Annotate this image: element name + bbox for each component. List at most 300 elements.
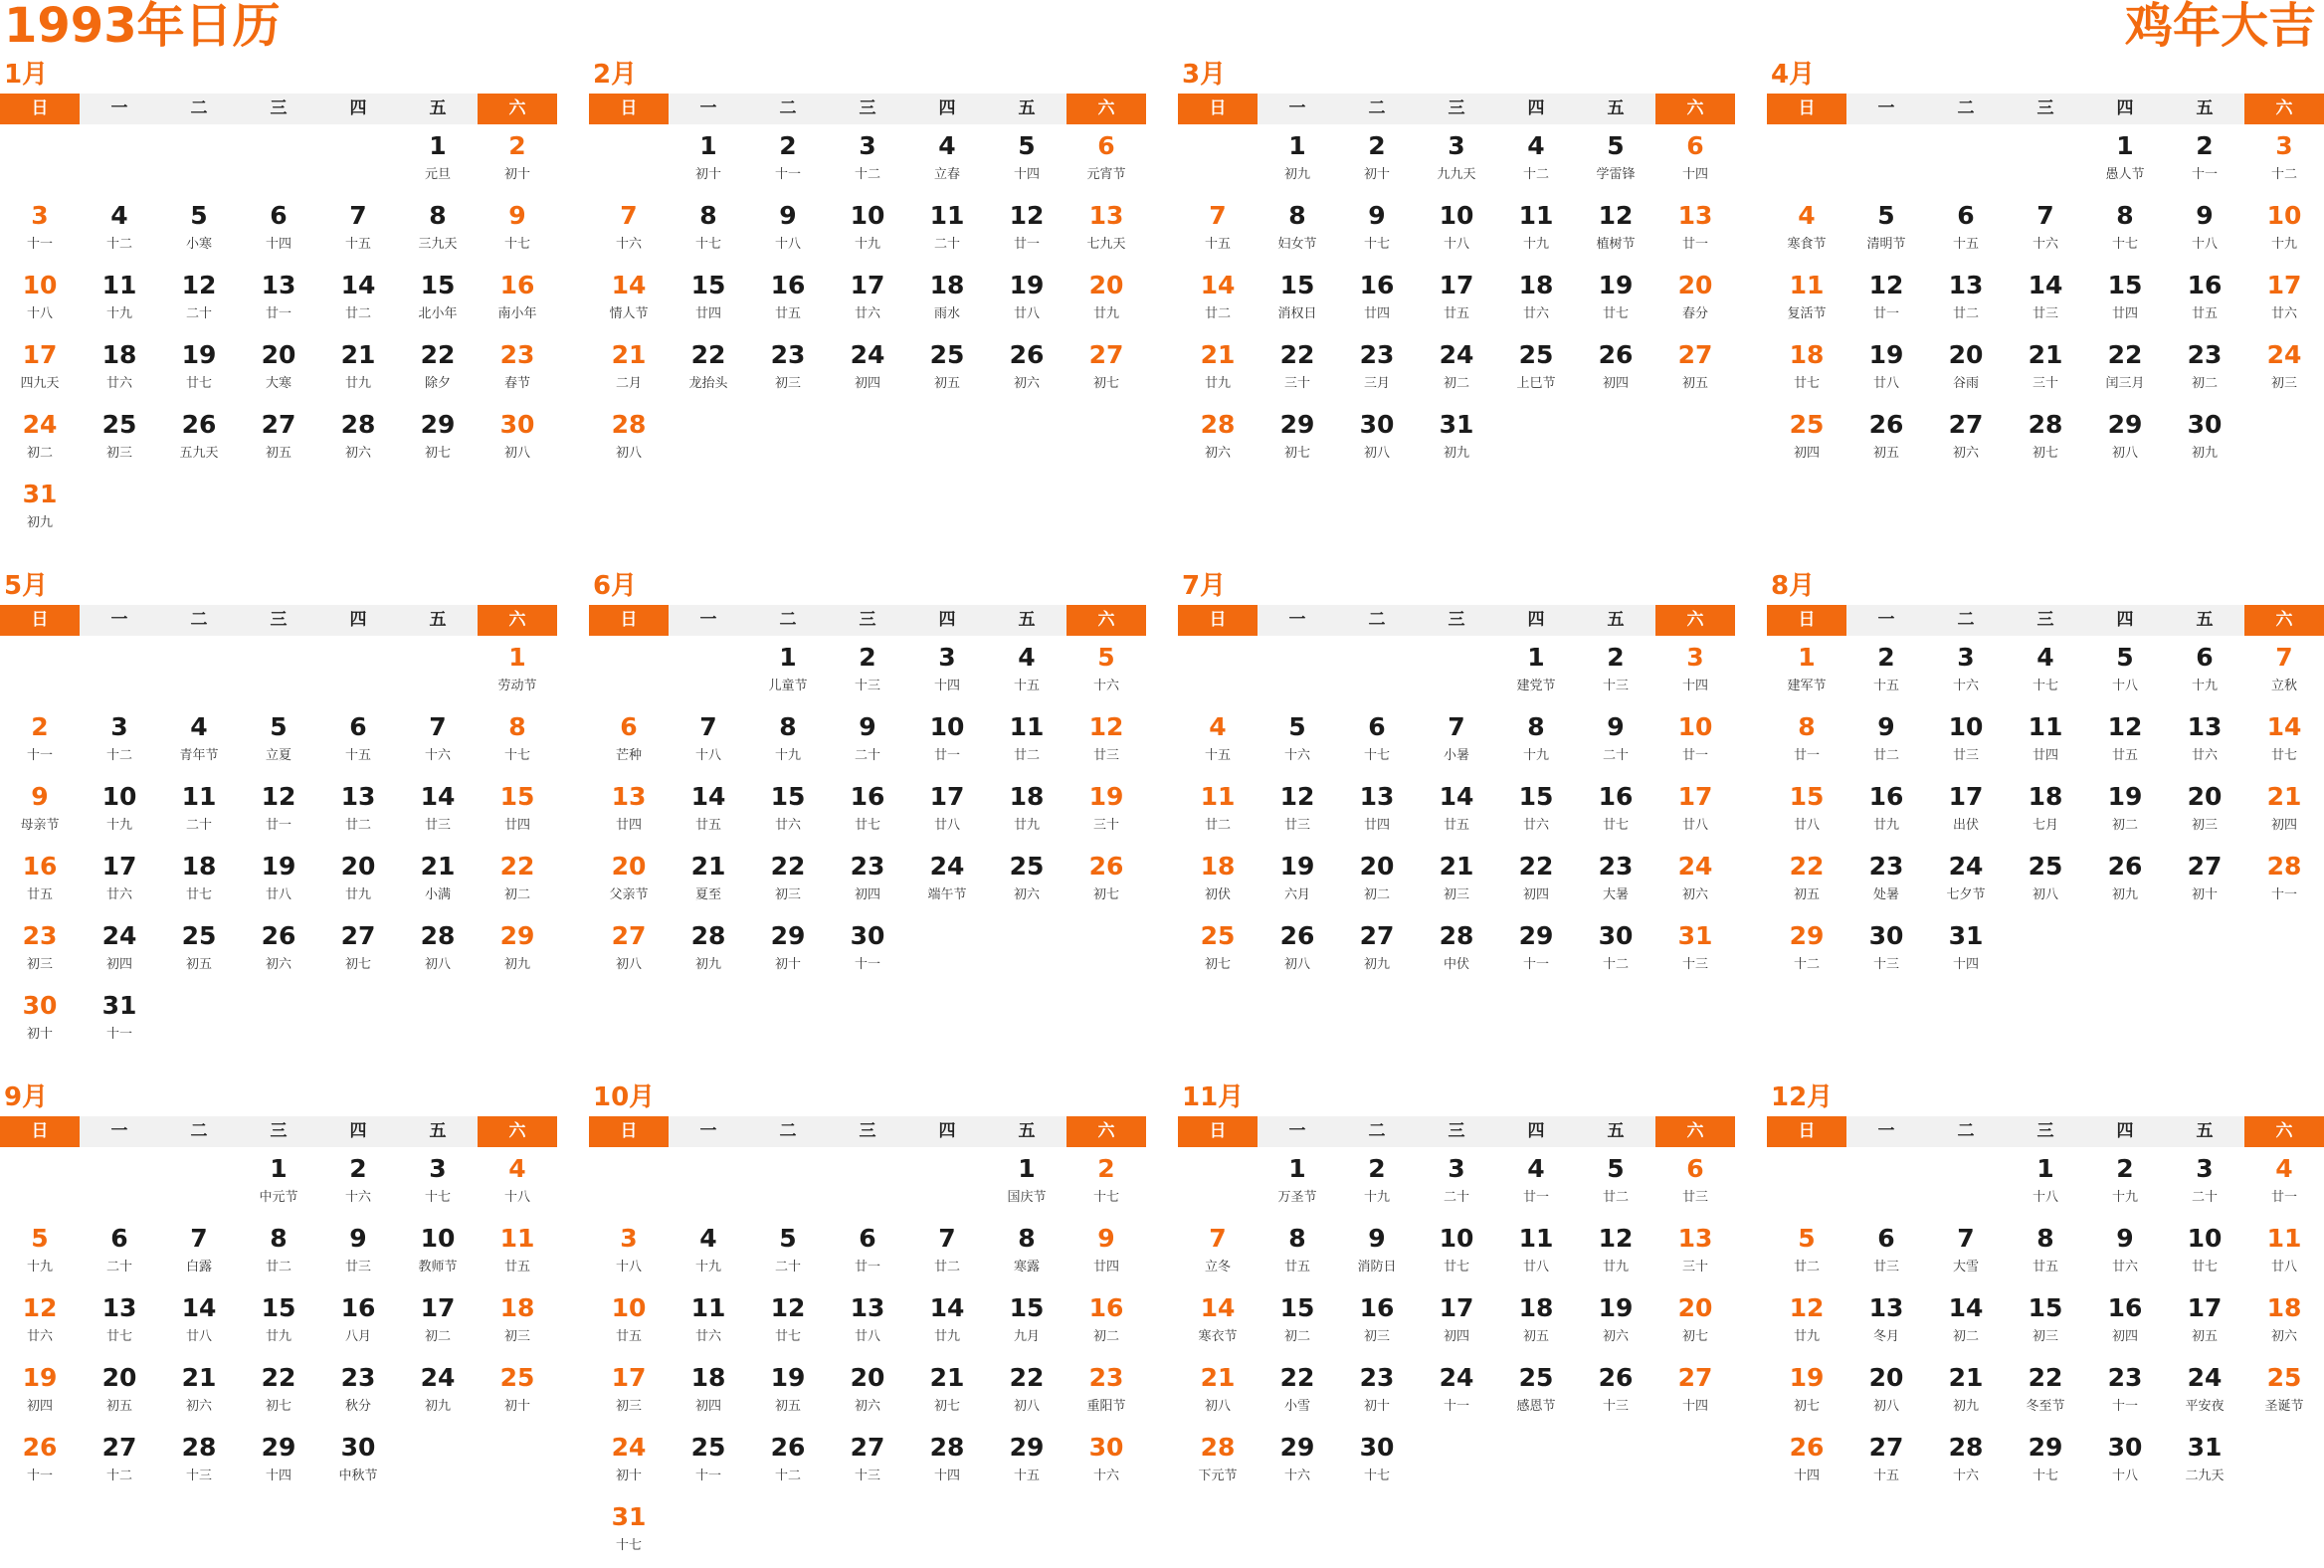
day-cell[interactable] [828,127,907,197]
day-cell[interactable] [0,708,80,778]
day-cell[interactable] [589,848,669,917]
day-cell[interactable] [1655,336,1735,406]
day-cell[interactable] [159,336,239,406]
day-cell[interactable] [2085,1150,2165,1220]
day-cell[interactable] [1066,778,1146,848]
day-cell[interactable] [2165,1150,2244,1220]
day-cell[interactable] [2006,708,2085,778]
day-cell[interactable] [1066,1429,1146,1498]
day-cell[interactable] [669,708,748,778]
day-cell[interactable] [398,1359,478,1429]
day-cell[interactable] [2244,1359,2324,1429]
day-cell[interactable] [1767,406,1846,476]
day-cell[interactable] [1417,1359,1496,1429]
day-cell[interactable] [589,1359,669,1429]
day-cell[interactable] [0,336,80,406]
day-cell[interactable] [1926,1289,2006,1359]
day-cell[interactable] [907,1220,987,1289]
day-cell[interactable] [907,1359,987,1429]
day-cell[interactable] [2244,127,2324,197]
day-cell[interactable] [478,197,557,267]
day-cell[interactable] [318,1429,398,1498]
day-cell[interactable] [1258,1150,1337,1220]
day-cell[interactable] [748,197,828,267]
day-cell[interactable] [589,778,669,848]
day-cell[interactable] [1846,1429,1926,1498]
day-cell[interactable] [748,778,828,848]
day-cell[interactable] [2165,1289,2244,1359]
day-cell[interactable] [1767,1220,1846,1289]
day-cell[interactable] [2085,197,2165,267]
day-cell[interactable] [907,336,987,406]
day-cell[interactable] [828,708,907,778]
day-cell[interactable] [1655,267,1735,336]
day-cell[interactable] [1066,197,1146,267]
day-cell[interactable] [2244,197,2324,267]
day-cell[interactable] [1417,197,1496,267]
day-cell[interactable] [589,336,669,406]
day-cell[interactable] [80,1359,159,1429]
day-cell[interactable] [907,1289,987,1359]
day-cell[interactable] [1767,336,1846,406]
day-cell[interactable] [907,778,987,848]
day-cell[interactable] [1576,1150,1655,1220]
day-cell[interactable] [1655,1150,1735,1220]
day-cell[interactable] [589,197,669,267]
day-cell[interactable] [239,1429,318,1498]
day-cell[interactable] [478,336,557,406]
day-cell[interactable] [2165,778,2244,848]
day-cell[interactable] [669,1429,748,1498]
day-cell[interactable] [987,267,1066,336]
day-cell[interactable] [2244,1220,2324,1289]
day-cell[interactable] [828,197,907,267]
day-cell[interactable] [1767,778,1846,848]
day-cell[interactable] [589,1220,669,1289]
day-cell[interactable] [1496,1359,1576,1429]
day-cell[interactable] [1496,917,1576,987]
day-cell[interactable] [1576,1289,1655,1359]
day-cell[interactable] [1337,1220,1417,1289]
day-cell[interactable] [2006,1150,2085,1220]
day-cell[interactable] [2006,336,2085,406]
day-cell[interactable] [398,1289,478,1359]
day-cell[interactable] [987,1429,1066,1498]
day-cell[interactable] [80,987,159,1057]
day-cell[interactable] [239,336,318,406]
day-cell[interactable] [318,336,398,406]
day-cell[interactable] [318,708,398,778]
day-cell[interactable] [239,1150,318,1220]
day-cell[interactable] [1655,1359,1735,1429]
day-cell[interactable] [2085,127,2165,197]
day-cell[interactable] [0,476,80,545]
day-cell[interactable] [2085,1220,2165,1289]
day-cell[interactable] [589,708,669,778]
day-cell[interactable] [478,708,557,778]
day-cell[interactable] [1178,1359,1258,1429]
day-cell[interactable] [239,197,318,267]
day-cell[interactable] [1767,197,1846,267]
day-cell[interactable] [669,1220,748,1289]
day-cell[interactable] [748,917,828,987]
day-cell[interactable] [0,1289,80,1359]
day-cell[interactable] [398,406,478,476]
day-cell[interactable] [987,1220,1066,1289]
day-cell[interactable] [1496,336,1576,406]
day-cell[interactable] [1066,1289,1146,1359]
day-cell[interactable] [1066,708,1146,778]
day-cell[interactable] [1926,1359,2006,1429]
day-cell[interactable] [1846,1220,1926,1289]
day-cell[interactable] [318,1220,398,1289]
day-cell[interactable] [239,848,318,917]
day-cell[interactable] [2006,1429,2085,1498]
day-cell[interactable] [987,708,1066,778]
day-cell[interactable] [318,197,398,267]
day-cell[interactable] [1767,708,1846,778]
day-cell[interactable] [2085,848,2165,917]
day-cell[interactable] [907,197,987,267]
day-cell[interactable] [1258,1359,1337,1429]
day-cell[interactable] [318,1150,398,1220]
day-cell[interactable] [478,1220,557,1289]
day-cell[interactable] [398,708,478,778]
day-cell[interactable] [1655,848,1735,917]
day-cell[interactable] [398,127,478,197]
day-cell[interactable] [239,267,318,336]
day-cell[interactable] [1178,1289,1258,1359]
day-cell[interactable] [2165,848,2244,917]
day-cell[interactable] [1417,778,1496,848]
day-cell[interactable] [589,406,669,476]
day-cell[interactable] [2006,1220,2085,1289]
day-cell[interactable] [907,1429,987,1498]
day-cell[interactable] [828,267,907,336]
day-cell[interactable] [159,778,239,848]
day-cell[interactable] [1178,267,1258,336]
day-cell[interactable] [1846,1289,1926,1359]
day-cell[interactable] [2244,1150,2324,1220]
day-cell[interactable] [1258,197,1337,267]
day-cell[interactable] [669,127,748,197]
day-cell[interactable] [828,848,907,917]
day-cell[interactable] [1066,336,1146,406]
day-cell[interactable] [828,639,907,708]
day-cell[interactable] [748,1429,828,1498]
day-cell[interactable] [1178,336,1258,406]
day-cell[interactable] [1337,1150,1417,1220]
day-cell[interactable] [1926,1429,2006,1498]
day-cell[interactable] [1655,917,1735,987]
day-cell[interactable] [748,848,828,917]
day-cell[interactable] [159,1289,239,1359]
day-cell[interactable] [1767,267,1846,336]
day-cell[interactable] [1846,267,1926,336]
day-cell[interactable] [398,1220,478,1289]
day-cell[interactable] [987,336,1066,406]
day-cell[interactable] [0,917,80,987]
day-cell[interactable] [1576,1220,1655,1289]
day-cell[interactable] [159,1429,239,1498]
day-cell[interactable] [987,1150,1066,1220]
day-cell[interactable] [2085,778,2165,848]
day-cell[interactable] [1496,1150,1576,1220]
day-cell[interactable] [1337,1359,1417,1429]
day-cell[interactable] [987,197,1066,267]
day-cell[interactable] [1258,336,1337,406]
day-cell[interactable] [1926,1220,2006,1289]
day-cell[interactable] [1926,917,2006,987]
day-cell[interactable] [239,778,318,848]
day-cell[interactable] [1178,848,1258,917]
day-cell[interactable] [669,1359,748,1429]
day-cell[interactable] [1767,639,1846,708]
day-cell[interactable] [669,917,748,987]
day-cell[interactable] [0,406,80,476]
day-cell[interactable] [907,848,987,917]
day-cell[interactable] [2165,1359,2244,1429]
day-cell[interactable] [1178,1429,1258,1498]
day-cell[interactable] [1576,267,1655,336]
day-cell[interactable] [318,1359,398,1429]
day-cell[interactable] [828,1220,907,1289]
day-cell[interactable] [1178,778,1258,848]
day-cell[interactable] [2244,336,2324,406]
day-cell[interactable] [2165,127,2244,197]
day-cell[interactable] [0,1359,80,1429]
day-cell[interactable] [1337,848,1417,917]
day-cell[interactable] [2244,778,2324,848]
day-cell[interactable] [1066,1220,1146,1289]
day-cell[interactable] [907,127,987,197]
day-cell[interactable] [589,917,669,987]
day-cell[interactable] [159,406,239,476]
day-cell[interactable] [1496,197,1576,267]
day-cell[interactable] [1258,848,1337,917]
day-cell[interactable] [1846,1359,1926,1429]
day-cell[interactable] [2165,1220,2244,1289]
day-cell[interactable] [748,1359,828,1429]
day-cell[interactable] [1337,778,1417,848]
day-cell[interactable] [318,406,398,476]
day-cell[interactable] [478,267,557,336]
day-cell[interactable] [748,639,828,708]
day-cell[interactable] [589,1498,669,1568]
day-cell[interactable] [1576,639,1655,708]
day-cell[interactable] [1846,406,1926,476]
day-cell[interactable] [1655,1220,1735,1289]
day-cell[interactable] [828,1289,907,1359]
day-cell[interactable] [1926,708,2006,778]
day-cell[interactable] [1417,1220,1496,1289]
day-cell[interactable] [2085,708,2165,778]
day-cell[interactable] [1417,917,1496,987]
day-cell[interactable] [398,336,478,406]
day-cell[interactable] [2085,1429,2165,1498]
day-cell[interactable] [2165,1429,2244,1498]
day-cell[interactable] [398,848,478,917]
day-cell[interactable] [1846,708,1926,778]
day-cell[interactable] [1926,848,2006,917]
day-cell[interactable] [1926,267,2006,336]
day-cell[interactable] [2006,267,2085,336]
day-cell[interactable] [239,708,318,778]
day-cell[interactable] [239,917,318,987]
day-cell[interactable] [2165,406,2244,476]
day-cell[interactable] [1767,848,1846,917]
day-cell[interactable] [239,1220,318,1289]
day-cell[interactable] [0,197,80,267]
day-cell[interactable] [159,1359,239,1429]
day-cell[interactable] [2085,267,2165,336]
day-cell[interactable] [2165,197,2244,267]
day-cell[interactable] [2244,708,2324,778]
day-cell[interactable] [907,708,987,778]
day-cell[interactable] [159,848,239,917]
day-cell[interactable] [1576,708,1655,778]
day-cell[interactable] [398,197,478,267]
day-cell[interactable] [398,267,478,336]
day-cell[interactable] [589,1289,669,1359]
day-cell[interactable] [1066,1359,1146,1429]
day-cell[interactable] [159,267,239,336]
day-cell[interactable] [1258,406,1337,476]
day-cell[interactable] [1337,708,1417,778]
day-cell[interactable] [1337,406,1417,476]
day-cell[interactable] [2006,1289,2085,1359]
day-cell[interactable] [748,1289,828,1359]
day-cell[interactable] [2006,406,2085,476]
day-cell[interactable] [159,708,239,778]
day-cell[interactable] [1417,708,1496,778]
day-cell[interactable] [0,848,80,917]
day-cell[interactable] [748,127,828,197]
day-cell[interactable] [1066,1150,1146,1220]
day-cell[interactable] [80,197,159,267]
day-cell[interactable] [2165,336,2244,406]
day-cell[interactable] [478,406,557,476]
day-cell[interactable] [748,336,828,406]
day-cell[interactable] [1576,1359,1655,1429]
day-cell[interactable] [239,1289,318,1359]
day-cell[interactable] [589,267,669,336]
day-cell[interactable] [669,1289,748,1359]
day-cell[interactable] [987,778,1066,848]
day-cell[interactable] [2165,708,2244,778]
day-cell[interactable] [987,848,1066,917]
day-cell[interactable] [159,1220,239,1289]
day-cell[interactable] [2244,639,2324,708]
day-cell[interactable] [1258,267,1337,336]
day-cell[interactable] [987,1289,1066,1359]
day-cell[interactable] [1258,917,1337,987]
day-cell[interactable] [1178,406,1258,476]
day-cell[interactable] [80,917,159,987]
day-cell[interactable] [1337,127,1417,197]
day-cell[interactable] [2006,848,2085,917]
day-cell[interactable] [1576,127,1655,197]
day-cell[interactable] [1496,708,1576,778]
day-cell[interactable] [478,848,557,917]
day-cell[interactable] [1337,197,1417,267]
day-cell[interactable] [0,778,80,848]
day-cell[interactable] [669,336,748,406]
day-cell[interactable] [1337,1429,1417,1498]
day-cell[interactable] [1655,127,1735,197]
day-cell[interactable] [80,1289,159,1359]
day-cell[interactable] [669,778,748,848]
day-cell[interactable] [1178,708,1258,778]
day-cell[interactable] [1258,1220,1337,1289]
day-cell[interactable] [318,1289,398,1359]
day-cell[interactable] [239,406,318,476]
day-cell[interactable] [1178,197,1258,267]
day-cell[interactable] [478,639,557,708]
day-cell[interactable] [1337,267,1417,336]
day-cell[interactable] [987,639,1066,708]
day-cell[interactable] [1926,336,2006,406]
day-cell[interactable] [1417,1150,1496,1220]
day-cell[interactable] [669,848,748,917]
day-cell[interactable] [1066,127,1146,197]
day-cell[interactable] [1417,336,1496,406]
day-cell[interactable] [2085,1359,2165,1429]
day-cell[interactable] [1846,778,1926,848]
day-cell[interactable] [1066,267,1146,336]
day-cell[interactable] [907,267,987,336]
day-cell[interactable] [1655,778,1735,848]
day-cell[interactable] [1576,778,1655,848]
day-cell[interactable] [80,406,159,476]
day-cell[interactable] [318,848,398,917]
day-cell[interactable] [80,1220,159,1289]
day-cell[interactable] [1846,336,1926,406]
day-cell[interactable] [828,1429,907,1498]
day-cell[interactable] [1258,778,1337,848]
day-cell[interactable] [1846,197,1926,267]
day-cell[interactable] [1846,917,1926,987]
day-cell[interactable] [1417,848,1496,917]
day-cell[interactable] [2244,1289,2324,1359]
day-cell[interactable] [80,1429,159,1498]
day-cell[interactable] [239,1359,318,1429]
day-cell[interactable] [987,1359,1066,1429]
day-cell[interactable] [1846,848,1926,917]
day-cell[interactable] [2006,1359,2085,1429]
day-cell[interactable] [1576,336,1655,406]
day-cell[interactable] [478,127,557,197]
day-cell[interactable] [828,778,907,848]
day-cell[interactable] [398,917,478,987]
day-cell[interactable] [0,1429,80,1498]
day-cell[interactable] [1926,778,2006,848]
day-cell[interactable] [828,336,907,406]
day-cell[interactable] [80,848,159,917]
day-cell[interactable] [987,127,1066,197]
day-cell[interactable] [0,1220,80,1289]
day-cell[interactable] [80,336,159,406]
day-cell[interactable] [1066,848,1146,917]
day-cell[interactable] [1178,917,1258,987]
day-cell[interactable] [318,267,398,336]
day-cell[interactable] [2006,639,2085,708]
day-cell[interactable] [2165,639,2244,708]
day-cell[interactable] [0,267,80,336]
day-cell[interactable] [1655,1289,1735,1359]
day-cell[interactable] [1496,778,1576,848]
day-cell[interactable] [2244,848,2324,917]
